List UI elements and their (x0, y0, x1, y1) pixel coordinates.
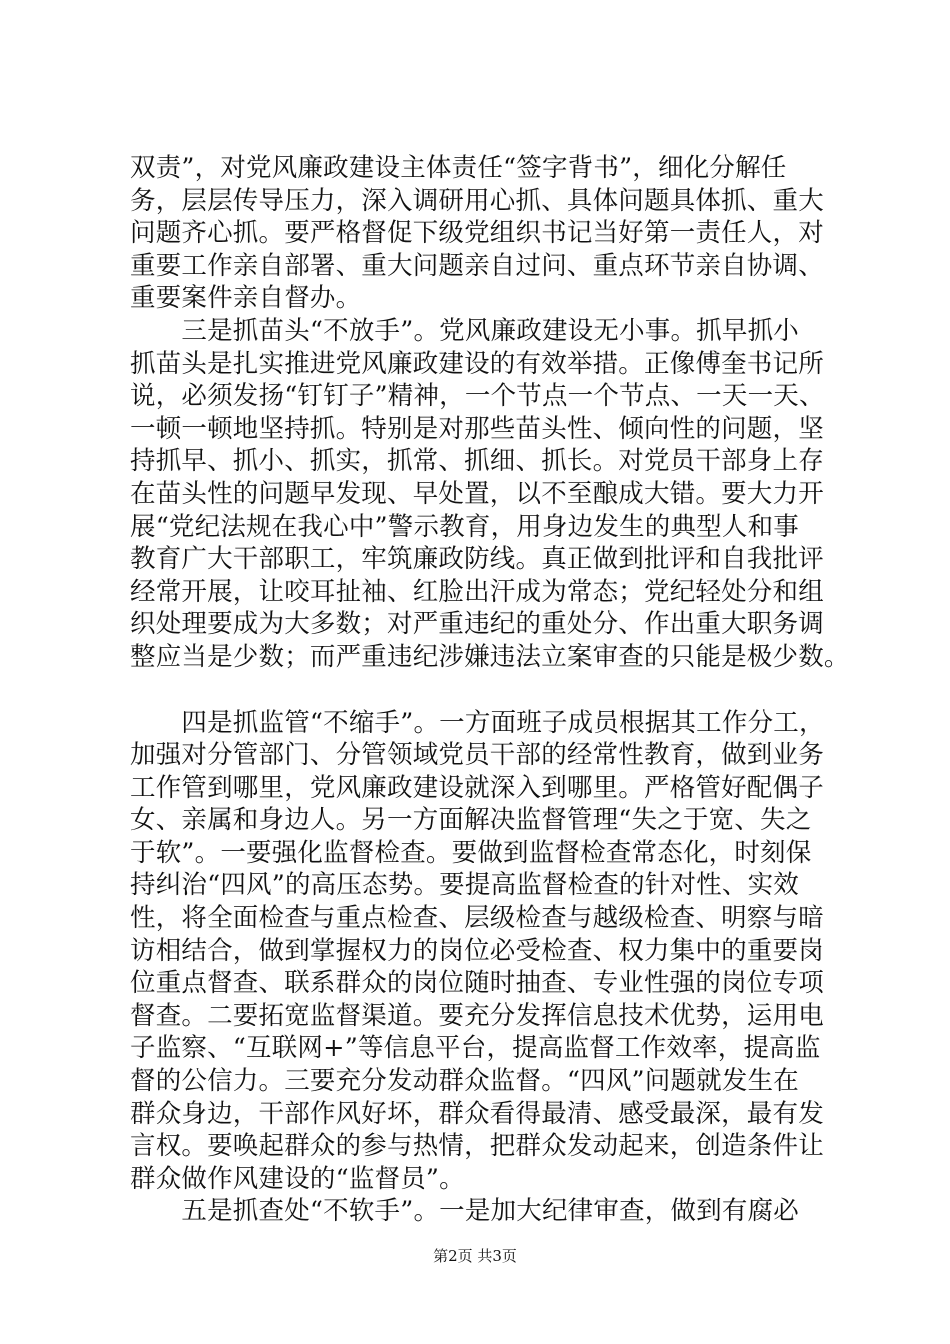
text-line: 重要案件亲自督办。 (130, 283, 362, 314)
text-line: 女、亲属和身边人。另一方面解决监督管理“失之于宽、失之 (130, 805, 812, 836)
text-line: 说，必须发扬“钉钉子”精神，一个节点一个节点、一天一天、 (130, 381, 825, 412)
text-line: 群众做作风建设的“监督员”。 (130, 1163, 465, 1194)
text-line: 言权。要唤起群众的参与热情，把群众发动起来，创造条件让 (130, 1131, 824, 1162)
text-line: 督查。二要拓宽监督渠道。要充分发挥信息技术优势，运用电 (130, 1000, 824, 1031)
text-line: 经常开展，让咬耳扯袖、红脸出汗成为常态；党纪轻处分和组 (130, 576, 824, 607)
text-line: 工作管到哪里，党风廉政建设就深入到哪里。严格管好配偶子 (130, 772, 824, 803)
text-line: 访相结合，做到掌握权力的岗位必受检查、权力集中的重要岗 (130, 935, 824, 966)
paragraph-block-2 (130, 707, 852, 1229)
text-line: 问题齐心抓。要严格督促下级党组织书记当好第一责任人，对 (130, 218, 824, 249)
text-line: 性，将全面检查与重点检查、层级检查与越级检查、明察与暗 (130, 903, 824, 934)
text-line: 抓苗头是扎实推进党风廉政建设的有效举措。正像傅奎书记所 (130, 348, 824, 379)
text-line: 教育广大干部职工，牢筑廉政防线。真正做到批评和自我批评 (130, 544, 824, 575)
text-line: 在苗头性的问题早发现、早处置，以不至酿成大错。要大力开 (130, 478, 824, 509)
text-line: 群众身边，干部作风好坏，群众看得最清、感受最深，最有发 (130, 1098, 824, 1129)
text-line: 持抓早、抓小、抓实，抓常、抓细、抓长。对党员干部身上存 (130, 446, 824, 477)
text-line: 重要工作亲自部署、重大问题亲自过问、重点环节亲自协调、 (130, 250, 824, 281)
paragraph-gap (130, 674, 852, 707)
text-line: 展“党纪法规在我心中”警示教育，用身边发生的典型人和事 (130, 511, 799, 542)
text-line: 务，层层传导压力，深入调研用心抓、具体问题具体抓、重大 (130, 185, 824, 216)
document-body (130, 152, 852, 1228)
text-line: 三是抓苗头“不放手”。党风廉政建设无小事。抓早抓小 (130, 315, 799, 346)
text-line: 持纠治“四风”的高压态势。要提高监督检查的针对性、实效 (130, 870, 799, 901)
text-line: 位重点督查、联系群众的岗位随时抽查、专业性强的岗位专项 (130, 968, 824, 999)
text-line: 加强对分管部门、分管领域党员干部的经常性教育，做到业务 (130, 740, 824, 771)
page-footer: 第2页 共3页 (433, 1247, 517, 1265)
paragraph-block-1 (130, 152, 852, 674)
text-line: 督的公信力。三要充分发动群众监督。“四风”问题就发生在 (130, 1066, 799, 1097)
text-line: 于软”。一要强化监督检查。要做到监督检查常态化，时刻保 (130, 837, 812, 868)
text-line: 织处理要成为大多数；对严重违纪的重处分、作出重大职务调 (130, 609, 824, 640)
text-line: 五是抓查处“不软手”。一是加大纪律审查，做到有腐必 (130, 1196, 799, 1227)
text-line: 四是抓监管“不缩手”。一方面班子成员根据其工作分工， (130, 707, 825, 738)
text-line: 整应当是少数；而严重违纪涉嫌违法立案审查的只能是极少数。 (130, 641, 850, 672)
text-line: 一顿一顿地坚持抓。特别是对那些苗头性、倾向性的问题，坚 (130, 413, 824, 444)
text-line: 双责”，对党风廉政建设主体责任“签字背书”，细化分解任 (130, 153, 787, 183)
text-line: 子监察、“互联网+”等信息平台，提高监督工作效率，提高监 (130, 1033, 821, 1064)
